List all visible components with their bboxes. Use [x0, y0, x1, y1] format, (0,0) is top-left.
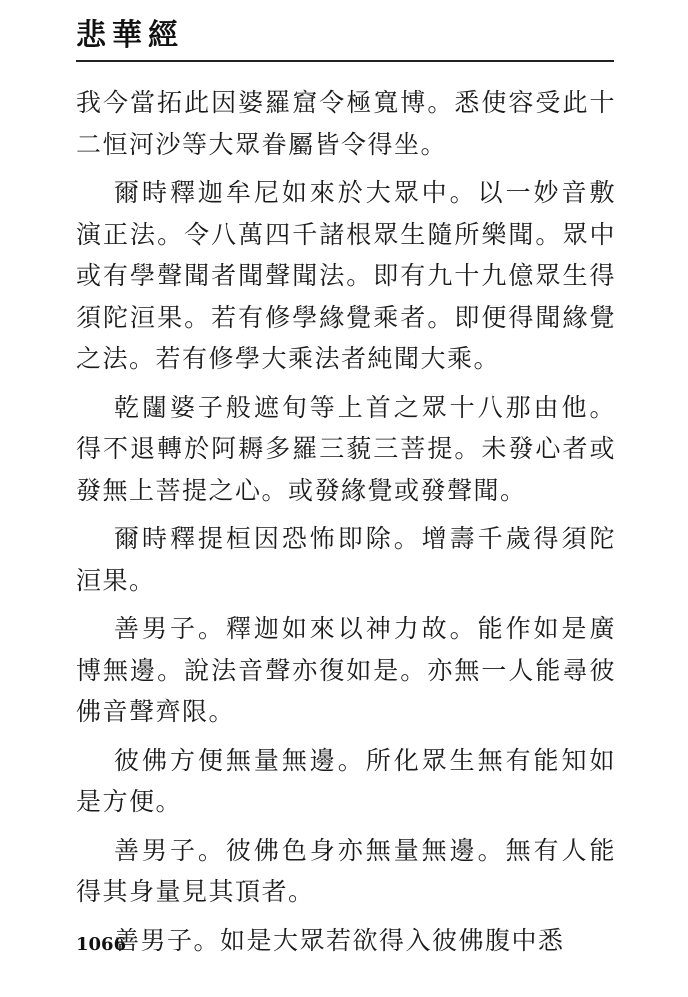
- paragraph-3: 乾闥婆子般遮旬等上首之眾十八那由他。得不退轉於阿耨多羅三藐三菩提。未發心者或發無上菩提之心。或發緣覺或發聲聞。: [76, 392, 616, 505]
- scripture-text: [76, 82, 616, 968]
- paragraph-4: 爾時釋提桓因恐怖即除。增壽千歲得須陀洹果。: [76, 524, 616, 595]
- paragraph-8: 善男子。如是大眾若欲得入彼佛腹中悉: [114, 925, 565, 955]
- paragraph-5: 善男子。釋迦如來以神力故。能作如是廣博無邊。說法音聲亦復如是。亦無一人能尋彼佛音聲齊限。: [76, 614, 616, 726]
- paragraph-2: 爾時釋迦牟尼如來於大眾中。以一妙音敷演正法。令八萬四千諸根眾生隨所樂聞。眾中或有學聲聞者聞聲聞法。即有九十九億眾生得須陀洹果。若有修學緣覺乘者。即便得聞緣覺之法。若有修學大乘法者純聞大乘。: [76, 178, 616, 373]
- page-number: 1066: [76, 934, 127, 955]
- book-title: 悲華經: [76, 18, 184, 53]
- paragraph-1: 我今當拓此因婆羅窟令極寬博。悉使容受此十二恒河沙等大眾眷屬皆令得坐。: [76, 88, 616, 159]
- paragraph-7: 善男子。彼佛色身亦無量無邊。無有人能得其身量見其頂者。: [76, 835, 616, 906]
- header-divider: [76, 60, 614, 62]
- page-header: [76, 14, 614, 62]
- paragraph-6: 彼佛方便無量無邊。所化眾生無有能知如是方便。: [76, 745, 616, 816]
